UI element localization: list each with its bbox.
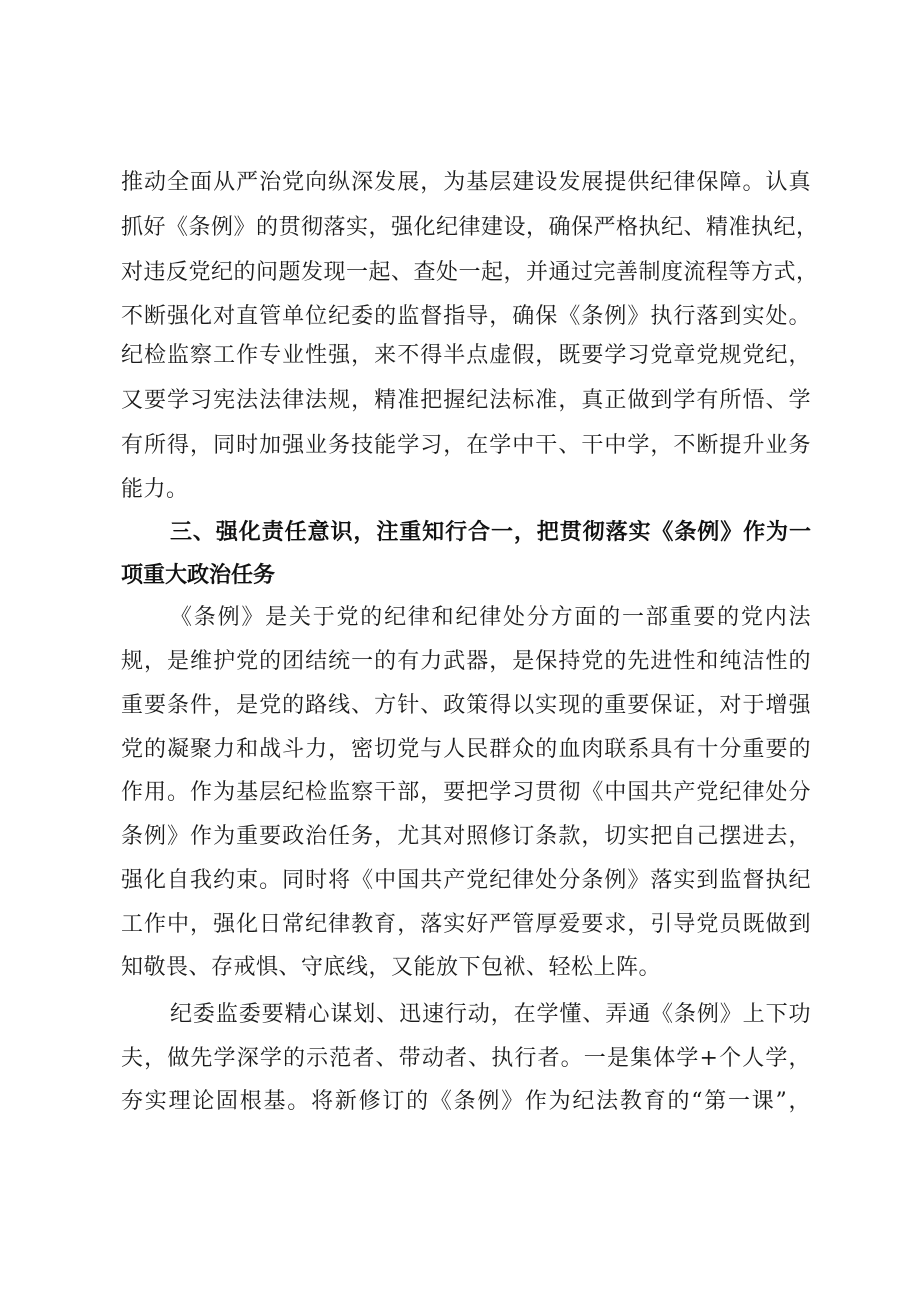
paragraph-3-line-1: 纪委监委要精心谋划、迅速行动，在学懂、弄通《条例》上下功 <box>170 1002 811 1027</box>
paragraph-1-line-7: 有所得，同时加强业务技能学习，在学中干、干中学，不断提升业务 <box>121 433 811 458</box>
paragraph-1-line-5: 纪检监察工作专业性强，来不得半点虚假，既要学习党章党规党纪， <box>121 343 811 368</box>
paragraph-2-line-3: 重要条件，是党的路线、方针、政策得以实现的重要保证，对于增强 <box>121 693 811 718</box>
paragraph-2-line-8: 工作中，强化日常纪律教育，落实好严管厚爱要求，引导党员既做到 <box>121 912 811 937</box>
section-heading-line-2: 项重大政治任务 <box>121 563 276 588</box>
paragraph-2-line-1: 《条例》是关于党的纪律和纪律处分方面的一部重要的党内法 <box>170 605 811 630</box>
paragraph-2-line-4: 党的凝聚力和战斗力，密切党与人民群众的血肉联系具有十分重要的 <box>121 737 811 762</box>
section-heading-line-1: 三、强化责任意识，注重知行合一，把贯彻落实《条例》作为一 <box>170 520 811 545</box>
paragraph-3-line-3: 夯实理论固根基。将新修订的《条例》作为纪法教育的“第一课”， <box>121 1089 811 1114</box>
paragraph-2-line-2: 规，是维护党的团结统一的有力武器，是保持党的先进性和纯洁性的 <box>121 649 811 674</box>
paragraph-1-line-2: 抓好《条例》的贯彻落实，强化纪律建设，确保严格执纪、精准执纪， <box>121 215 819 240</box>
paragraph-2-line-6: 条例》作为重要政治任务，尤其对照修订条款，切实把自己摆进去， <box>121 824 811 849</box>
paragraph-2-line-9: 知敬畏、存戒惧、守底线，又能放下包袱、轻松上阵。 <box>121 955 662 980</box>
paragraph-1-line-6: 又要学习宪法法律法规，精准把握纪法标准，真正做到学有所悟、学 <box>121 388 811 413</box>
paragraph-2-line-5: 作用。作为基层纪检监察干部，要把学习贯彻《中国共产党纪律处分 <box>121 780 811 805</box>
paragraph-1-line-4: 不断强化对直管单位纪委的监督指导，确保《条例》执行落到实处。 <box>121 304 811 329</box>
paragraph-1-line-3: 对违反党纪的问题发现一起、查处一起，并通过完善制度流程等方式， <box>121 260 819 285</box>
paragraph-2-line-7: 强化自我约束。同时将《中国共产党纪律处分条例》落实到监督执纪 <box>121 868 811 893</box>
paragraph-1-line-1: 推动全面从严治党向纵深发展，为基层建设发展提供纪律保障。认真 <box>121 170 811 195</box>
paragraph-1-line-8: 能力。 <box>121 477 189 502</box>
paragraph-3-line-2: 夫，做先学深学的示范者、带动者、执行者。一是集体学+个人学， <box>121 1046 811 1071</box>
